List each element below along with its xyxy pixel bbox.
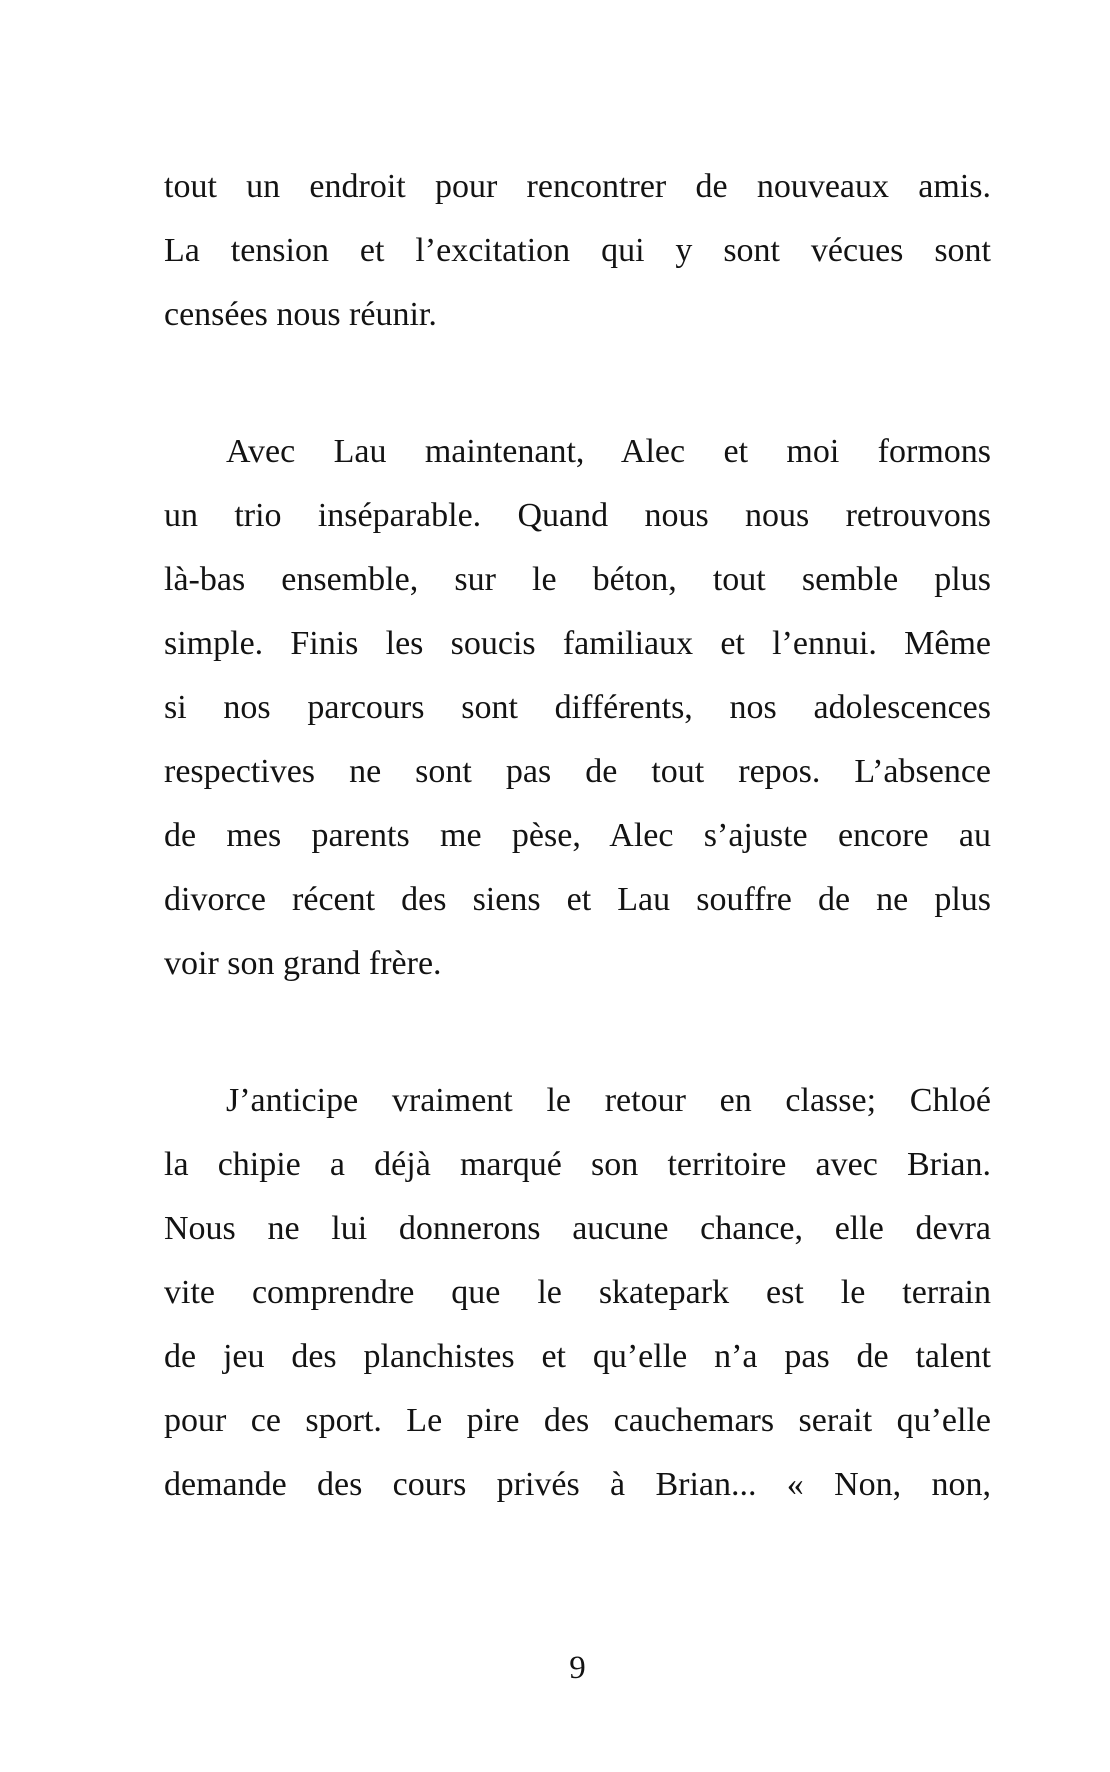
text-line: de jeu des planchistes et qu’elle n’a pas de talent (164, 1338, 991, 1375)
page-number: 9 (569, 1650, 586, 1686)
text-line: divorce récent des siens et Lau souffre de ne plus (164, 881, 991, 918)
text-line: voir son grand frère. (164, 945, 442, 982)
paragraph (164, 155, 991, 347)
text-line: vite comprendre que le skatepark est le terrain (164, 1274, 991, 1311)
text-line: pour ce sport. Le pire des cauchemars serait qu’elle (164, 1402, 991, 1439)
text-line: demande des cours privés à Brian... « Non, non, (164, 1466, 991, 1503)
text-line: si nos parcours sont différents, nos adolescences (164, 689, 991, 726)
body-text (164, 155, 991, 1517)
paragraph (164, 420, 991, 996)
text-line: J’anticipe vraiment le retour en classe; Chloé (226, 1082, 991, 1119)
text-line: simple. Finis les soucis familiaux et l’ennui. Même (164, 625, 991, 662)
text-line: Nous ne lui donnerons aucune chance, elle devra (164, 1210, 991, 1247)
text-line: là-bas ensemble, sur le béton, tout semble plus (164, 561, 991, 598)
text-line: la chipie a déjà marqué son territoire avec Brian. (164, 1146, 991, 1183)
text-line: de mes parents me pèse, Alec s’ajuste encore au (164, 817, 991, 854)
text-line: tout un endroit pour rencontrer de nouveaux amis. (164, 168, 991, 205)
text-line: Avec Lau maintenant, Alec et moi formons (226, 433, 991, 470)
text-line: censées nous réunir. (164, 296, 437, 333)
text-line: un trio inséparable. Quand nous nous retrouvons (164, 497, 991, 534)
text-line: La tension et l’excitation qui y sont vécues sont (164, 232, 991, 269)
text-line: respectives ne sont pas de tout repos. L’absence (164, 753, 991, 790)
paragraph (164, 1069, 991, 1517)
